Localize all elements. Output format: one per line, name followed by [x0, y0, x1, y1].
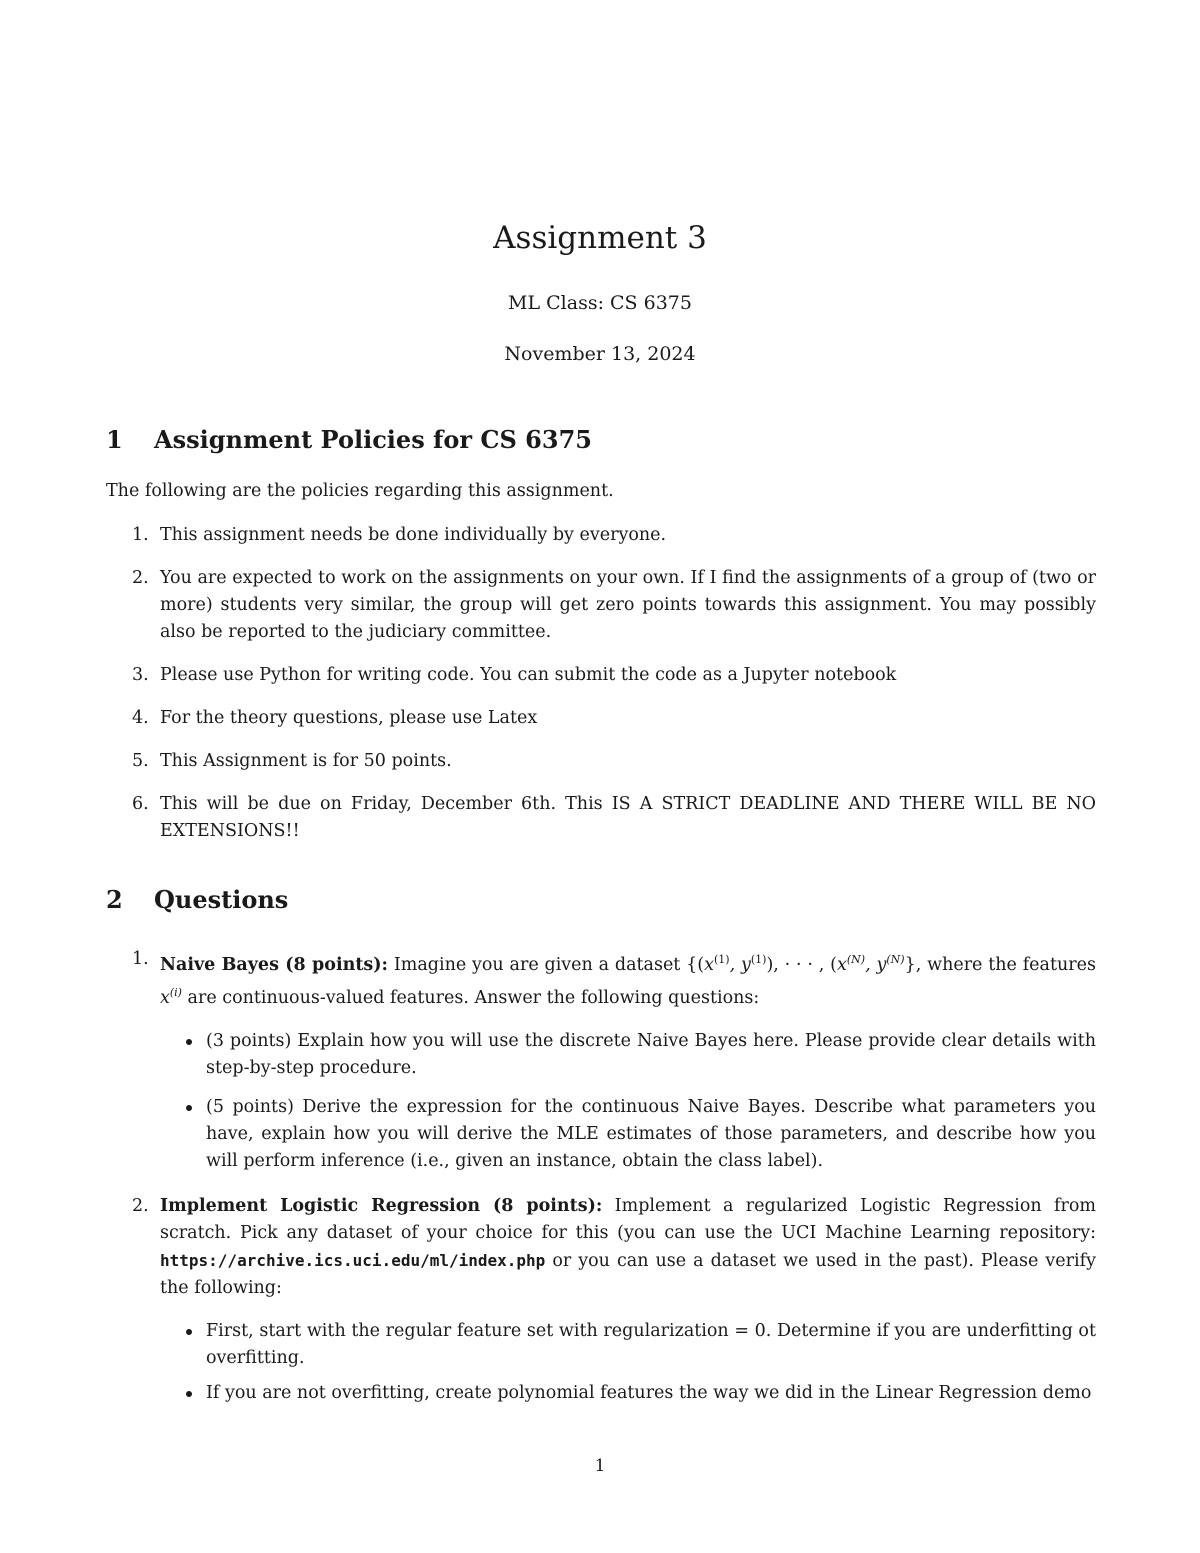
list-item: [106, 791, 1096, 845]
section-title: Assignment Policies for CS 6375: [154, 425, 592, 454]
section-policies: [106, 424, 1096, 845]
list-item: [106, 522, 1096, 549]
item-number: 1.: [132, 525, 149, 545]
item-text: (5 points) Derive the expression for the continuous Naive Bayes. Describe what parameters you have, explain how you will derive the MLE estimates of those parameters, and describe how you will perform inference (i.e., given an instance, obtain the class label).: [206, 1096, 1096, 1171]
math-expression: $x^{(i)}$: [160, 985, 182, 1008]
page-number: 1: [594, 1456, 606, 1476]
item-number: 3.: [132, 665, 149, 685]
math-expression: $x^{(N)}$, $y^{(N)}$: [837, 953, 905, 975]
bullet-icon: [186, 1105, 192, 1111]
section-title: Questions: [154, 885, 289, 914]
bullet-icon: [186, 1039, 192, 1045]
section-questions: [106, 884, 1096, 1407]
item-text: For the theory questions, please use Latex: [160, 708, 538, 728]
section-intro: The following are the policies regarding this assignment.: [106, 481, 614, 501]
item-text: If you are not overfitting, create polynomial features the way we did in the Linear Regression demo: [206, 1382, 1092, 1403]
policy-list: [106, 522, 1096, 845]
question-item: [106, 946, 1096, 1175]
item-text: This will be due on Friday, December 6th. This IS A STRICT DEADLINE AND THERE WILL BE NO EXTENSIONS!!: [160, 794, 1096, 841]
question-text: Imagine you are given a dataset {(: [388, 954, 705, 975]
math-expression: $x^{(1)}$, $y^{(1)}$: [704, 953, 767, 975]
document-date: November 13, 2024: [504, 343, 696, 365]
document-title: Assignment 3: [493, 220, 707, 256]
question-text: or you can use a dataset we used in the past). Please verify the following:: [160, 1250, 1096, 1298]
question-text: ), · · · , (: [766, 954, 837, 975]
question-label: Naive Bayes (8 points):: [160, 954, 389, 975]
question-text: Implement a regularized Logistic Regression from scratch. Pick any dataset of your choice for this (you can use the UCI Machine Learning repository:: [160, 1195, 1097, 1243]
question-text: }, where the features: [904, 954, 1096, 975]
section-number: 1: [106, 425, 123, 454]
dataset-url: https://archive.ics.uci.edu/ml/index.php: [160, 1250, 546, 1270]
question-label: Implement Logistic Regression (8 points):: [160, 1195, 603, 1216]
question-list: [106, 946, 1096, 1407]
list-item: [160, 1094, 1096, 1175]
document-subtitle: ML Class: CS 6375: [508, 292, 692, 314]
item-number: 2.: [132, 1195, 149, 1216]
question-text: are continuous-valued features. Answer the following questions:: [181, 987, 760, 1008]
subquestion-list: [160, 1318, 1096, 1407]
question-item: [106, 1193, 1096, 1407]
item-text: (3 points) Explain how you will use the discrete Naive Bayes here. Please provide clear details with step-by-step procedure.: [206, 1030, 1096, 1078]
item-number: 6.: [132, 794, 149, 814]
item-text: Please use Python for writing code. You can submit the code as a Jupyter notebook: [160, 665, 897, 685]
list-item: [106, 705, 1096, 732]
list-item: [106, 748, 1096, 775]
item-number: 2.: [132, 568, 149, 588]
title-block: [0, 216, 1200, 367]
item-text: This Assignment is for 50 points.: [160, 751, 452, 771]
section-heading: [106, 424, 1096, 456]
list-item: [160, 1380, 1096, 1407]
bullet-icon: [186, 1391, 192, 1397]
section-heading: [106, 884, 1096, 916]
item-number: 5.: [132, 751, 149, 771]
bullet-icon: [186, 1329, 192, 1335]
list-item: [106, 662, 1096, 689]
subquestion-list: [160, 1028, 1096, 1175]
item-number: 1.: [132, 949, 149, 969]
item-text: First, start with the regular feature set with regularization = 0. Determine if you are underfitting ot overfitting.: [206, 1320, 1096, 1368]
item-text: This assignment needs be done individually by everyone.: [160, 525, 667, 545]
list-item: [160, 1028, 1096, 1082]
item-number: 4.: [132, 708, 149, 728]
section-number: 2: [106, 885, 123, 914]
list-item: [106, 565, 1096, 646]
item-text: You are expected to work on the assignments on your own. If I find the assignments of a group of (two or more) students very similar, the group will get zero points towards this assignment. You may possibly also be reported to the judiciary committee.: [160, 568, 1096, 642]
list-item: [160, 1318, 1096, 1372]
